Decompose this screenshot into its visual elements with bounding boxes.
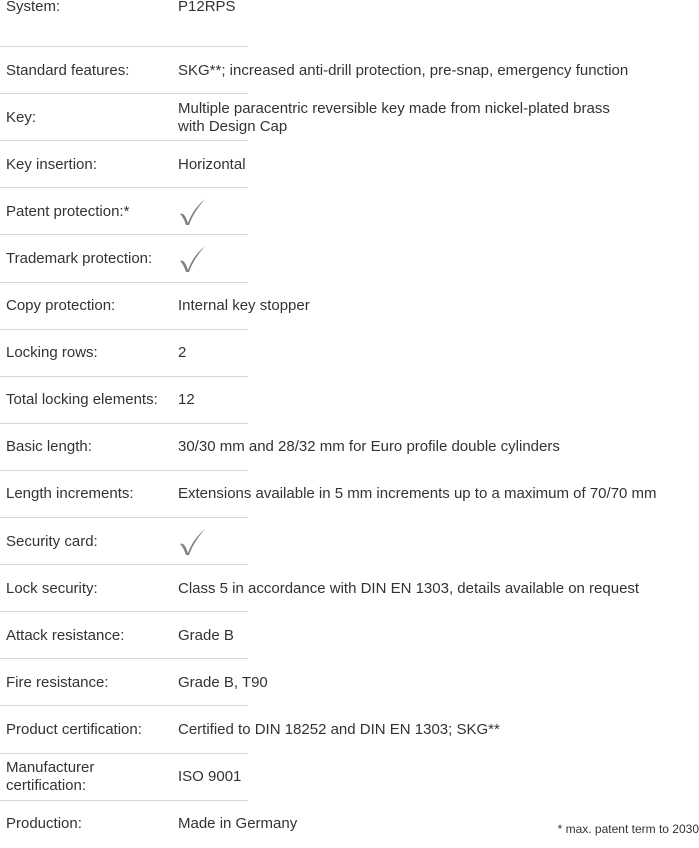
spec-value: SKG**; increased anti-drill protection, pre-snap, emergency function — [178, 61, 629, 79]
spec-row — [0, 283, 699, 330]
spec-row — [0, 330, 699, 377]
spec-label: System: — [6, 0, 61, 15]
spec-row — [0, 47, 699, 94]
spec-value: P12RPS — [178, 0, 236, 15]
spec-value-check — [178, 188, 699, 235]
spec-label: Key: — [6, 108, 37, 126]
spec-value: 12 — [178, 391, 195, 409]
spec-label: Standard features: — [6, 61, 130, 79]
spec-label: Attack resistance: — [6, 626, 125, 644]
spec-row — [0, 235, 699, 282]
spec-value: 30/30 mm and 28/32 mm for Euro profile double cylinders — [178, 438, 560, 456]
spec-row — [0, 706, 699, 753]
spec-row — [0, 471, 699, 518]
spec-label: Fire resistance: — [6, 673, 109, 691]
spec-value: Grade B, T90 — [178, 673, 268, 691]
check-icon — [178, 198, 206, 226]
spec-value: Grade B — [178, 626, 234, 644]
spec-value: ISO 9001 — [178, 768, 242, 786]
spec-row — [0, 377, 699, 424]
spec-label: Basic length: — [6, 438, 92, 456]
spec-row — [0, 0, 699, 47]
spec-value: Made in Germany — [178, 815, 298, 833]
spec-row — [0, 565, 699, 612]
spec-row — [0, 188, 699, 235]
spec-value: Multiple paracentric reversible key made from nickel-plated brass with Design Cap — [178, 99, 610, 135]
spec-row — [0, 424, 699, 471]
spec-value-check — [178, 518, 699, 565]
spec-row — [0, 518, 699, 565]
spec-value-check — [178, 235, 699, 282]
spec-label: Trademark protection: — [6, 250, 153, 268]
spec-row — [0, 754, 699, 801]
spec-label: Manufacturer certification: — [6, 759, 95, 795]
spec-label: Security card: — [6, 532, 98, 550]
spec-label: Patent protection:* — [6, 202, 130, 220]
spec-value: Horizontal — [178, 155, 246, 173]
spec-value: 2 — [178, 344, 187, 362]
spec-label: Locking rows: — [6, 344, 98, 362]
check-icon — [178, 528, 206, 556]
spec-row — [0, 612, 699, 659]
spec-label: Lock security: — [6, 579, 98, 597]
spec-label: Key insertion: — [6, 155, 97, 173]
spec-value: Class 5 in accordance with DIN EN 1303, details available on request — [178, 579, 640, 597]
footnote: * max. patent term to 2030 — [557, 822, 699, 836]
spec-value: Extensions available in 5 mm increments up to a maximum of 70/70 mm — [178, 485, 657, 503]
spec-label: Copy protection: — [6, 297, 116, 315]
spec-row — [0, 141, 699, 188]
check-icon — [178, 245, 206, 273]
spec-value: Internal key stopper — [178, 297, 310, 315]
spec-row — [0, 94, 699, 141]
spec-label: Product certification: — [6, 720, 142, 738]
spec-row — [0, 659, 699, 706]
spec-label: Length increments: — [6, 485, 134, 503]
spec-label: Total locking elements: — [6, 391, 158, 409]
spec-value: Certified to DIN 18252 and DIN EN 1303; SKG** — [178, 720, 500, 738]
spec-label: Production: — [6, 815, 82, 833]
